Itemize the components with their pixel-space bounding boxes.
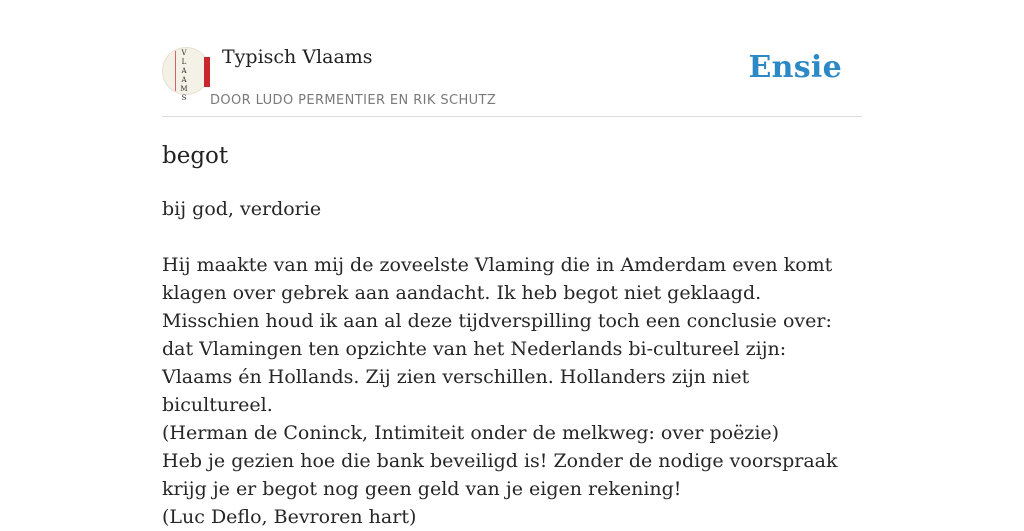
entry-definition: bij god, verdorie	[162, 198, 322, 220]
cover-red-spine	[204, 57, 210, 87]
ensie-logo[interactable]: Ensie	[748, 50, 842, 85]
entry-card	[162, 0, 862, 531]
book-title[interactable]: Typisch Vlaams	[222, 46, 373, 68]
entry-term: begot	[162, 143, 229, 169]
cover-red-rule	[175, 51, 176, 91]
example-quote: Heb je gezien hoe die bank beveiligd is! Zonder de nodige voorspraak krijg je er begot nog geen geld van je eigen rekening!	[162, 450, 838, 500]
example-source: (Herman de Coninck, Intimiteit onder de melkweg: over poëzie)	[162, 422, 780, 444]
book-cover-thumbnail[interactable]	[162, 47, 210, 102]
example-source: (Luc Deflo, Bevroren hart)	[162, 506, 417, 528]
example-quote: Hij maakte van mij de zoveelste Vlaming die in Amderdam even komt klagen over gebrek aan aandacht. Ik heb begot niet geklaagd. Misschien houd ik aan al deze tijdverspilling toch een conclusie over: dat Vlamingen ten opzichte van het Nederlands bi-cultureel zijn: Vlaams én Hollands. Zij zien verschillen. Hollanders zijn niet bicultureel.	[162, 254, 833, 416]
book-authors: DOOR LUDO PERMENTIER EN RIK SCHUTZ	[210, 93, 497, 108]
entry-header	[162, 0, 862, 117]
entry-examples	[162, 251, 862, 531]
cover-lettering: V L A A M S	[180, 49, 188, 102]
